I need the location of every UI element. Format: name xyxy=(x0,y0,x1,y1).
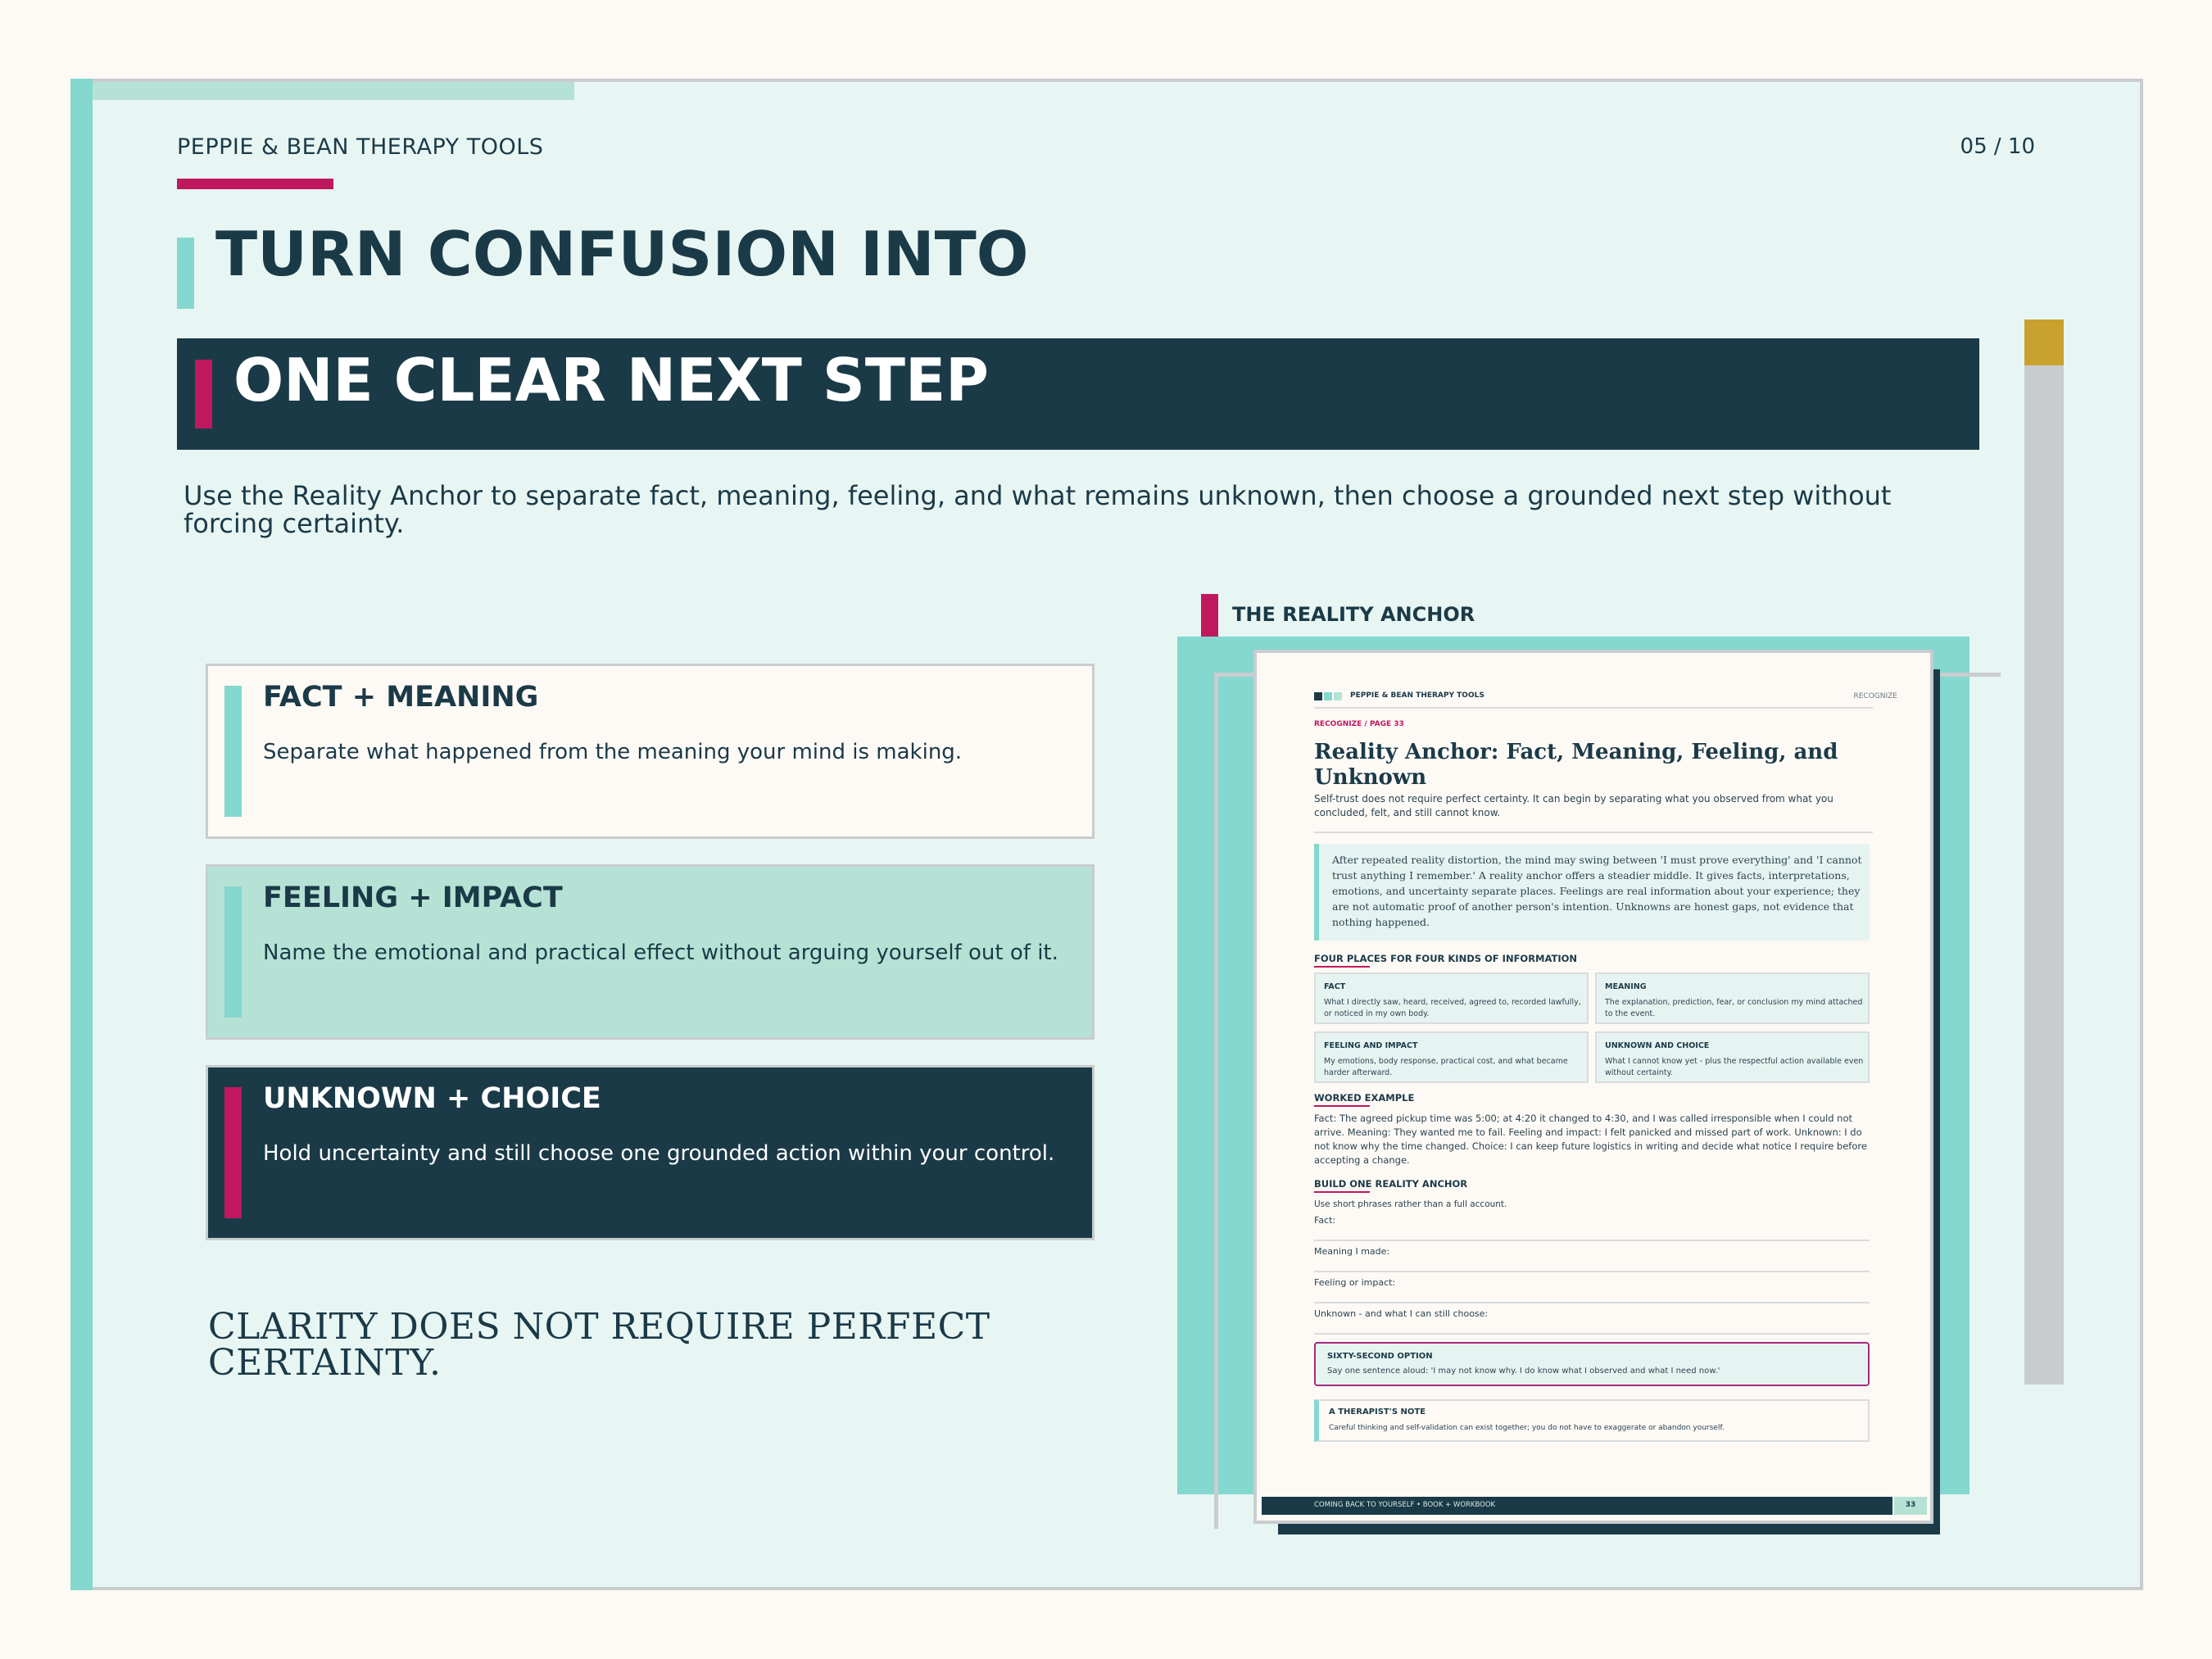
doc-brand: PEPPIE & BEAN THERAPY TOOLS xyxy=(1350,691,1484,700)
doc-field-feeling: Feeling or impact: xyxy=(1314,1272,1870,1303)
preview-outline-frame-left xyxy=(1214,673,1218,1529)
doc-title: Reality Anchor: Fact, Meaning, Feeling, and Unknown xyxy=(1314,740,1838,790)
doc-footer xyxy=(1262,1497,1892,1515)
card-body: Hold uncertainty and still choose one grounded action within your control. xyxy=(263,1141,1055,1166)
doc-info-box-feeling xyxy=(1314,1031,1589,1083)
doc-option-body: Say one sentence aloud: 'I may not know why. I do know what I observed and what I need now.' xyxy=(1327,1367,1720,1376)
card-title: FEELING + IMPACT xyxy=(263,882,563,914)
slide-title-line2: ONE CLEAR NEXT STEP xyxy=(233,346,989,415)
doc-field-meaning: Meaning I made: xyxy=(1314,1241,1870,1272)
doc-info-box-unknown xyxy=(1595,1031,1870,1083)
doc-callout xyxy=(1314,844,1870,941)
card-body: Separate what happened from the meaning your mind is making. xyxy=(263,740,963,764)
brand-underline xyxy=(177,179,333,189)
top-accent-tab xyxy=(93,82,574,100)
doc-box-title: FACT xyxy=(1324,982,1346,991)
title-accent-mark xyxy=(177,238,194,309)
doc-section-heading: WORKED EXAMPLE xyxy=(1314,1092,1415,1104)
page-number: 05 / 10 xyxy=(1960,134,2035,159)
doc-instruction: Use short phrases rather than a full account. xyxy=(1314,1199,1507,1209)
doc-callout-text: After repeated reality distortion, the mind may swing between 'I must prove everything' and 'I cannot trust anything I remember.' A reality anchor offers a steadier middle. It gives facts, interpretations, emotions, and uncertainty separate places. Feelings are real information about your experience; they are not automatic proof of another person's intention. Unknowns are honest gaps, not evidence that nothing happened. xyxy=(1332,854,1862,928)
doc-section-heading: BUILD ONE REALITY ANCHOR xyxy=(1314,1178,1468,1190)
card-feeling-impact xyxy=(206,864,1095,1040)
doc-logo-square xyxy=(1334,692,1342,700)
progress-side-bar xyxy=(2024,365,2064,1385)
card-unknown-choice xyxy=(206,1065,1095,1240)
title-band-accent-mark xyxy=(195,360,212,428)
card-fact-meaning xyxy=(206,664,1095,839)
doc-intro: Self-trust does not require perfect certainty. It can begin by separating what you observed from what you concluded, felt, and still cannot know. xyxy=(1314,793,1834,818)
doc-info-box-fact xyxy=(1314,972,1589,1024)
doc-field-unknown: Unknown - and what I can still choose: xyxy=(1314,1303,1870,1335)
doc-note-title: A THERAPIST'S NOTE xyxy=(1329,1407,1426,1416)
brand-name: PEPPIE & BEAN THERAPY TOOLS xyxy=(177,134,544,160)
doc-note-body: Careful thinking and self-validation can exist together; you do not have to exaggerate or abandon yourself. xyxy=(1329,1424,1725,1432)
slide-title-line1: TURN CONFUSION INTO xyxy=(215,218,1029,290)
card-title: FACT + MEANING xyxy=(263,681,539,714)
doc-box-title: UNKNOWN AND CHOICE xyxy=(1605,1041,1710,1050)
card-accent-mark xyxy=(224,886,242,1018)
doc-section-tag: RECOGNIZE xyxy=(1853,692,1897,700)
preview-label: THE REALITY ANCHOR xyxy=(1232,603,1475,626)
doc-breadcrumb: RECOGNIZE / PAGE 33 xyxy=(1314,720,1404,728)
doc-footer-text: COMING BACK TO YOURSELF • BOOK + WORKBOOK xyxy=(1314,1501,1496,1509)
preview-label-mark xyxy=(1201,594,1218,637)
gold-accent-block xyxy=(2024,320,2064,365)
doc-logo-square xyxy=(1314,692,1322,700)
card-title: UNKNOWN + CHOICE xyxy=(263,1082,601,1115)
doc-option-title: SIXTY-SECOND OPTION xyxy=(1327,1352,1433,1361)
doc-box-title: FEELING AND IMPACT xyxy=(1324,1041,1418,1050)
doc-field-fact: Fact: xyxy=(1314,1210,1870,1241)
doc-heading-underline xyxy=(1314,1105,1370,1107)
doc-section-heading: FOUR PLACES FOR FOUR KINDS OF INFORMATION xyxy=(1314,953,1578,964)
doc-divider xyxy=(1314,832,1873,833)
closing-quote: CLARITY DOES NOT REQUIRE PERFECT CERTAINTY. xyxy=(208,1306,990,1384)
doc-box-body: The explanation, prediction, fear, or conclusion my mind attached to the event. xyxy=(1605,998,1863,1018)
doc-page-number: 33 xyxy=(1894,1497,1927,1515)
doc-box-body: What I directly saw, heard, received, agreed to, recorded lawfully, or noticed in my own body. xyxy=(1324,998,1581,1018)
card-accent-mark xyxy=(224,686,242,817)
doc-heading-underline xyxy=(1314,1191,1370,1193)
doc-sixty-second-option xyxy=(1314,1342,1870,1386)
workbook-page-preview xyxy=(1253,650,1933,1524)
doc-info-box-meaning xyxy=(1595,972,1870,1024)
doc-logo-square xyxy=(1324,692,1332,700)
left-accent-bar xyxy=(70,79,93,1590)
card-accent-mark xyxy=(224,1087,242,1218)
doc-header-rule xyxy=(1314,707,1873,709)
doc-box-body: My emotions, body response, practical cost, and what became harder afterward. xyxy=(1324,1057,1568,1077)
doc-box-title: MEANING xyxy=(1605,982,1647,991)
doc-worked-example: Fact: The agreed pickup time was 5:00; at 4:20 it changed to 4:30, and I was called irresponsible when I could not arrive. Meaning: They wanted me to fail. Feeling and impact: I felt panicked and missed part of work. Unknown: I do not know why the time changed. Choice: I can keep future logistics in writing and decide what notice I require before accepting a change. xyxy=(1314,1113,1867,1166)
slide-subtitle: Use the Reality Anchor to separate fact, meaning, feeling, and what remains unknown, then choose a grounded next step without forcing certainty. xyxy=(184,480,1892,539)
card-body: Name the emotional and practical effect without arguing yourself out of it. xyxy=(263,941,1058,965)
doc-heading-underline xyxy=(1314,966,1370,968)
doc-box-body: What I cannot know yet - plus the respectful action available even without certainty. xyxy=(1605,1057,1864,1077)
doc-therapist-note xyxy=(1314,1399,1870,1442)
